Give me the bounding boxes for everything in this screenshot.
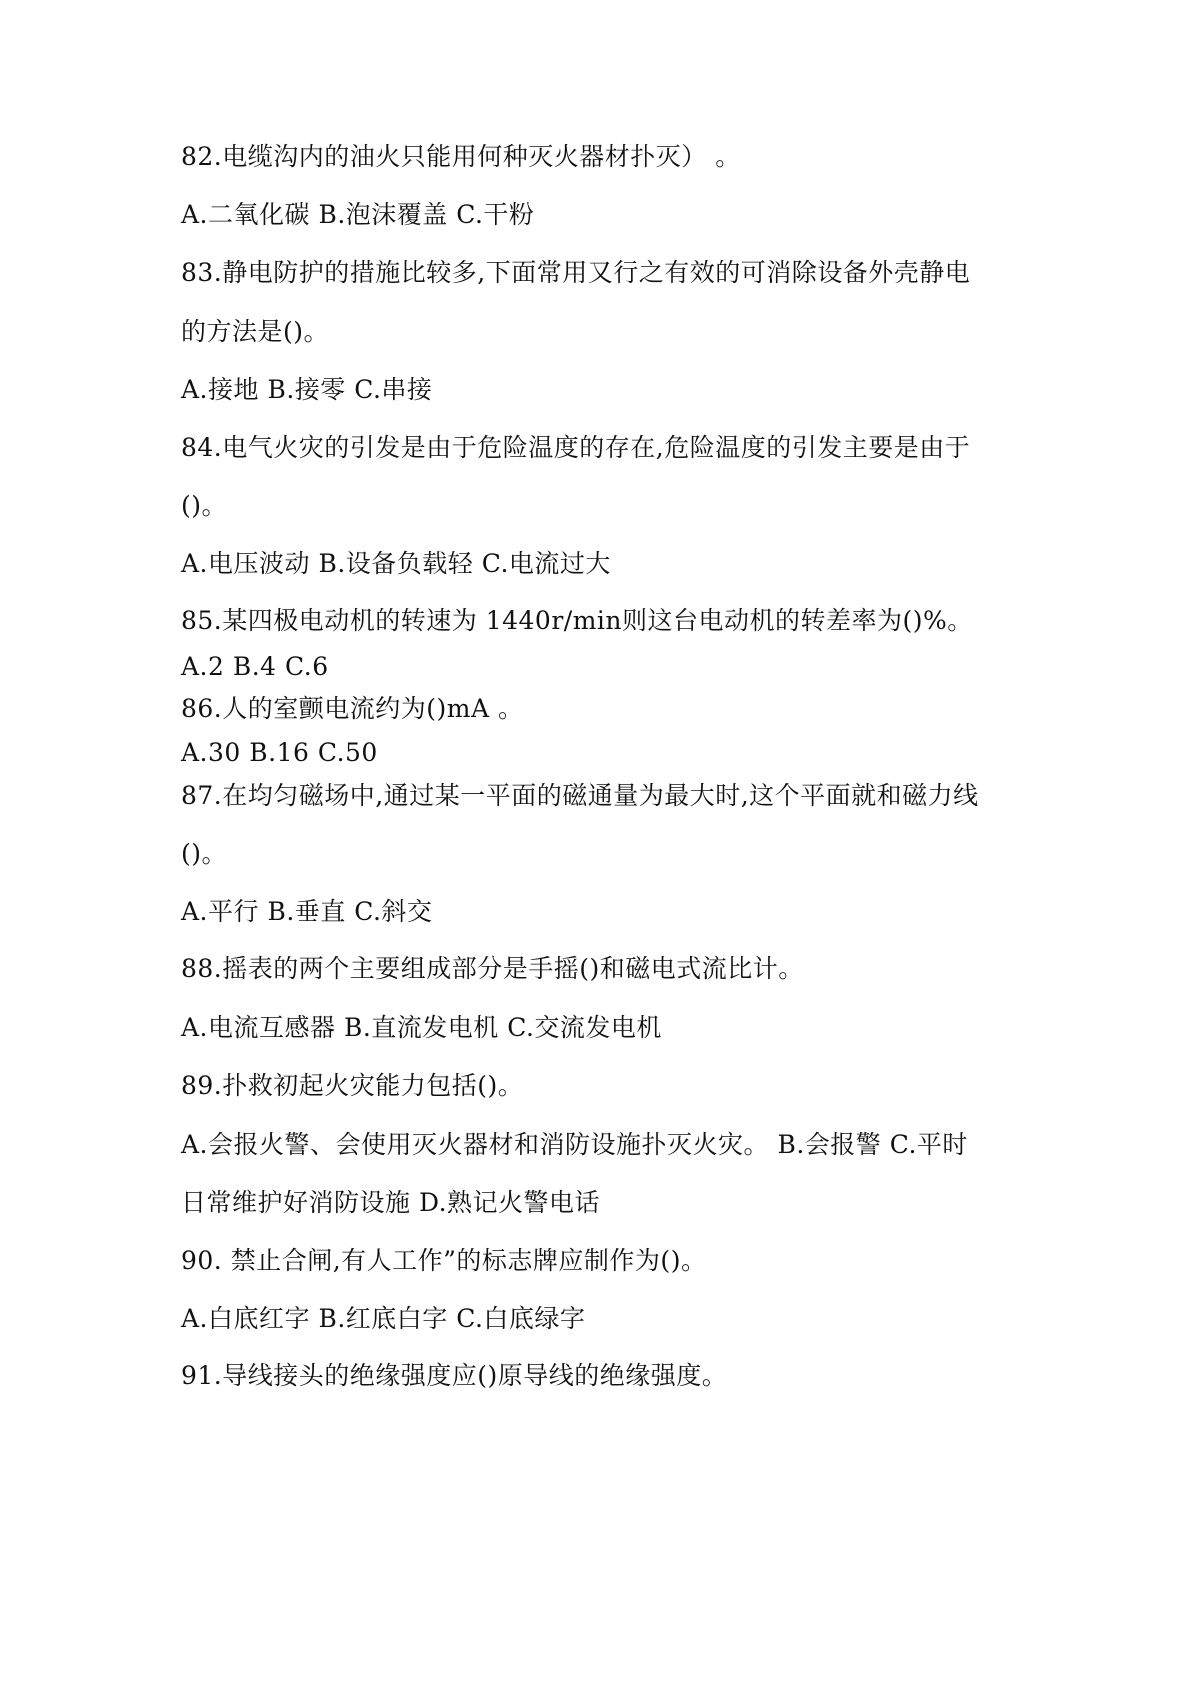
question-87-continued: ()。 [181,839,228,868]
question-84: 84.电气火灾的引发是由于危险温度的存在,危险温度的引发主要是由于 [181,433,971,462]
options-87: A.平行 B.垂直 C.斜交 [181,897,433,926]
question-82: 82.电缆沟内的油火只能用何种灭火器材扑灭） 。 [181,142,741,171]
question-84-continued: ()。 [181,491,228,520]
options-82: A.二氧化碳 B.泡沫覆盖 C.干粉 [181,200,535,229]
question-90: 90. 禁止合闸,有人工作”的标志牌应制作为()。 [181,1246,707,1275]
options-84: A.电压波动 B.设备负载轻 C.电流过大 [181,549,611,578]
question-83-continued: 的方法是()。 [181,317,330,346]
options-83: A.接地 B.接零 C.串接 [181,375,433,404]
question-87: 87.在均匀磁场中,通过某一平面的磁通量为最大时,这个平面就和磁力线 [181,781,979,810]
question-91: 91.导线接头的绝缘强度应()原导线的绝缘强度。 [181,1361,728,1390]
question-89: 89.扑救初起火灾能力包括()。 [181,1071,524,1100]
question-83: 83.静电防护的措施比较多,下面常用又行之有效的可消除设备外壳静电 [181,258,971,287]
question-85: 85.某四极电动机的转速为 1440r/min则这台电动机的转差率为()%。 [181,606,973,635]
options-90: A.白底红字 B.红底白字 C.白底绿字 [181,1304,586,1333]
question-88: 88.摇表的两个主要组成部分是手摇()和磁电式流比计。 [181,954,804,983]
options-85: A.2 B.4 C.6 [181,652,329,681]
options-86: A.30 B.16 C.50 [181,738,378,767]
question-86: 86.人的室颤电流约为()mA 。 [181,694,524,723]
options-89: A.会报火警、会使用灭火器材和消防设施扑灭火灾。 B.会报警 C.平时 [181,1130,968,1159]
options-89-continued: 日常维护好消防设施 D.熟记火警电话 [181,1188,601,1217]
options-88: A.电流互感器 B.直流发电机 C.交流发电机 [181,1013,662,1042]
